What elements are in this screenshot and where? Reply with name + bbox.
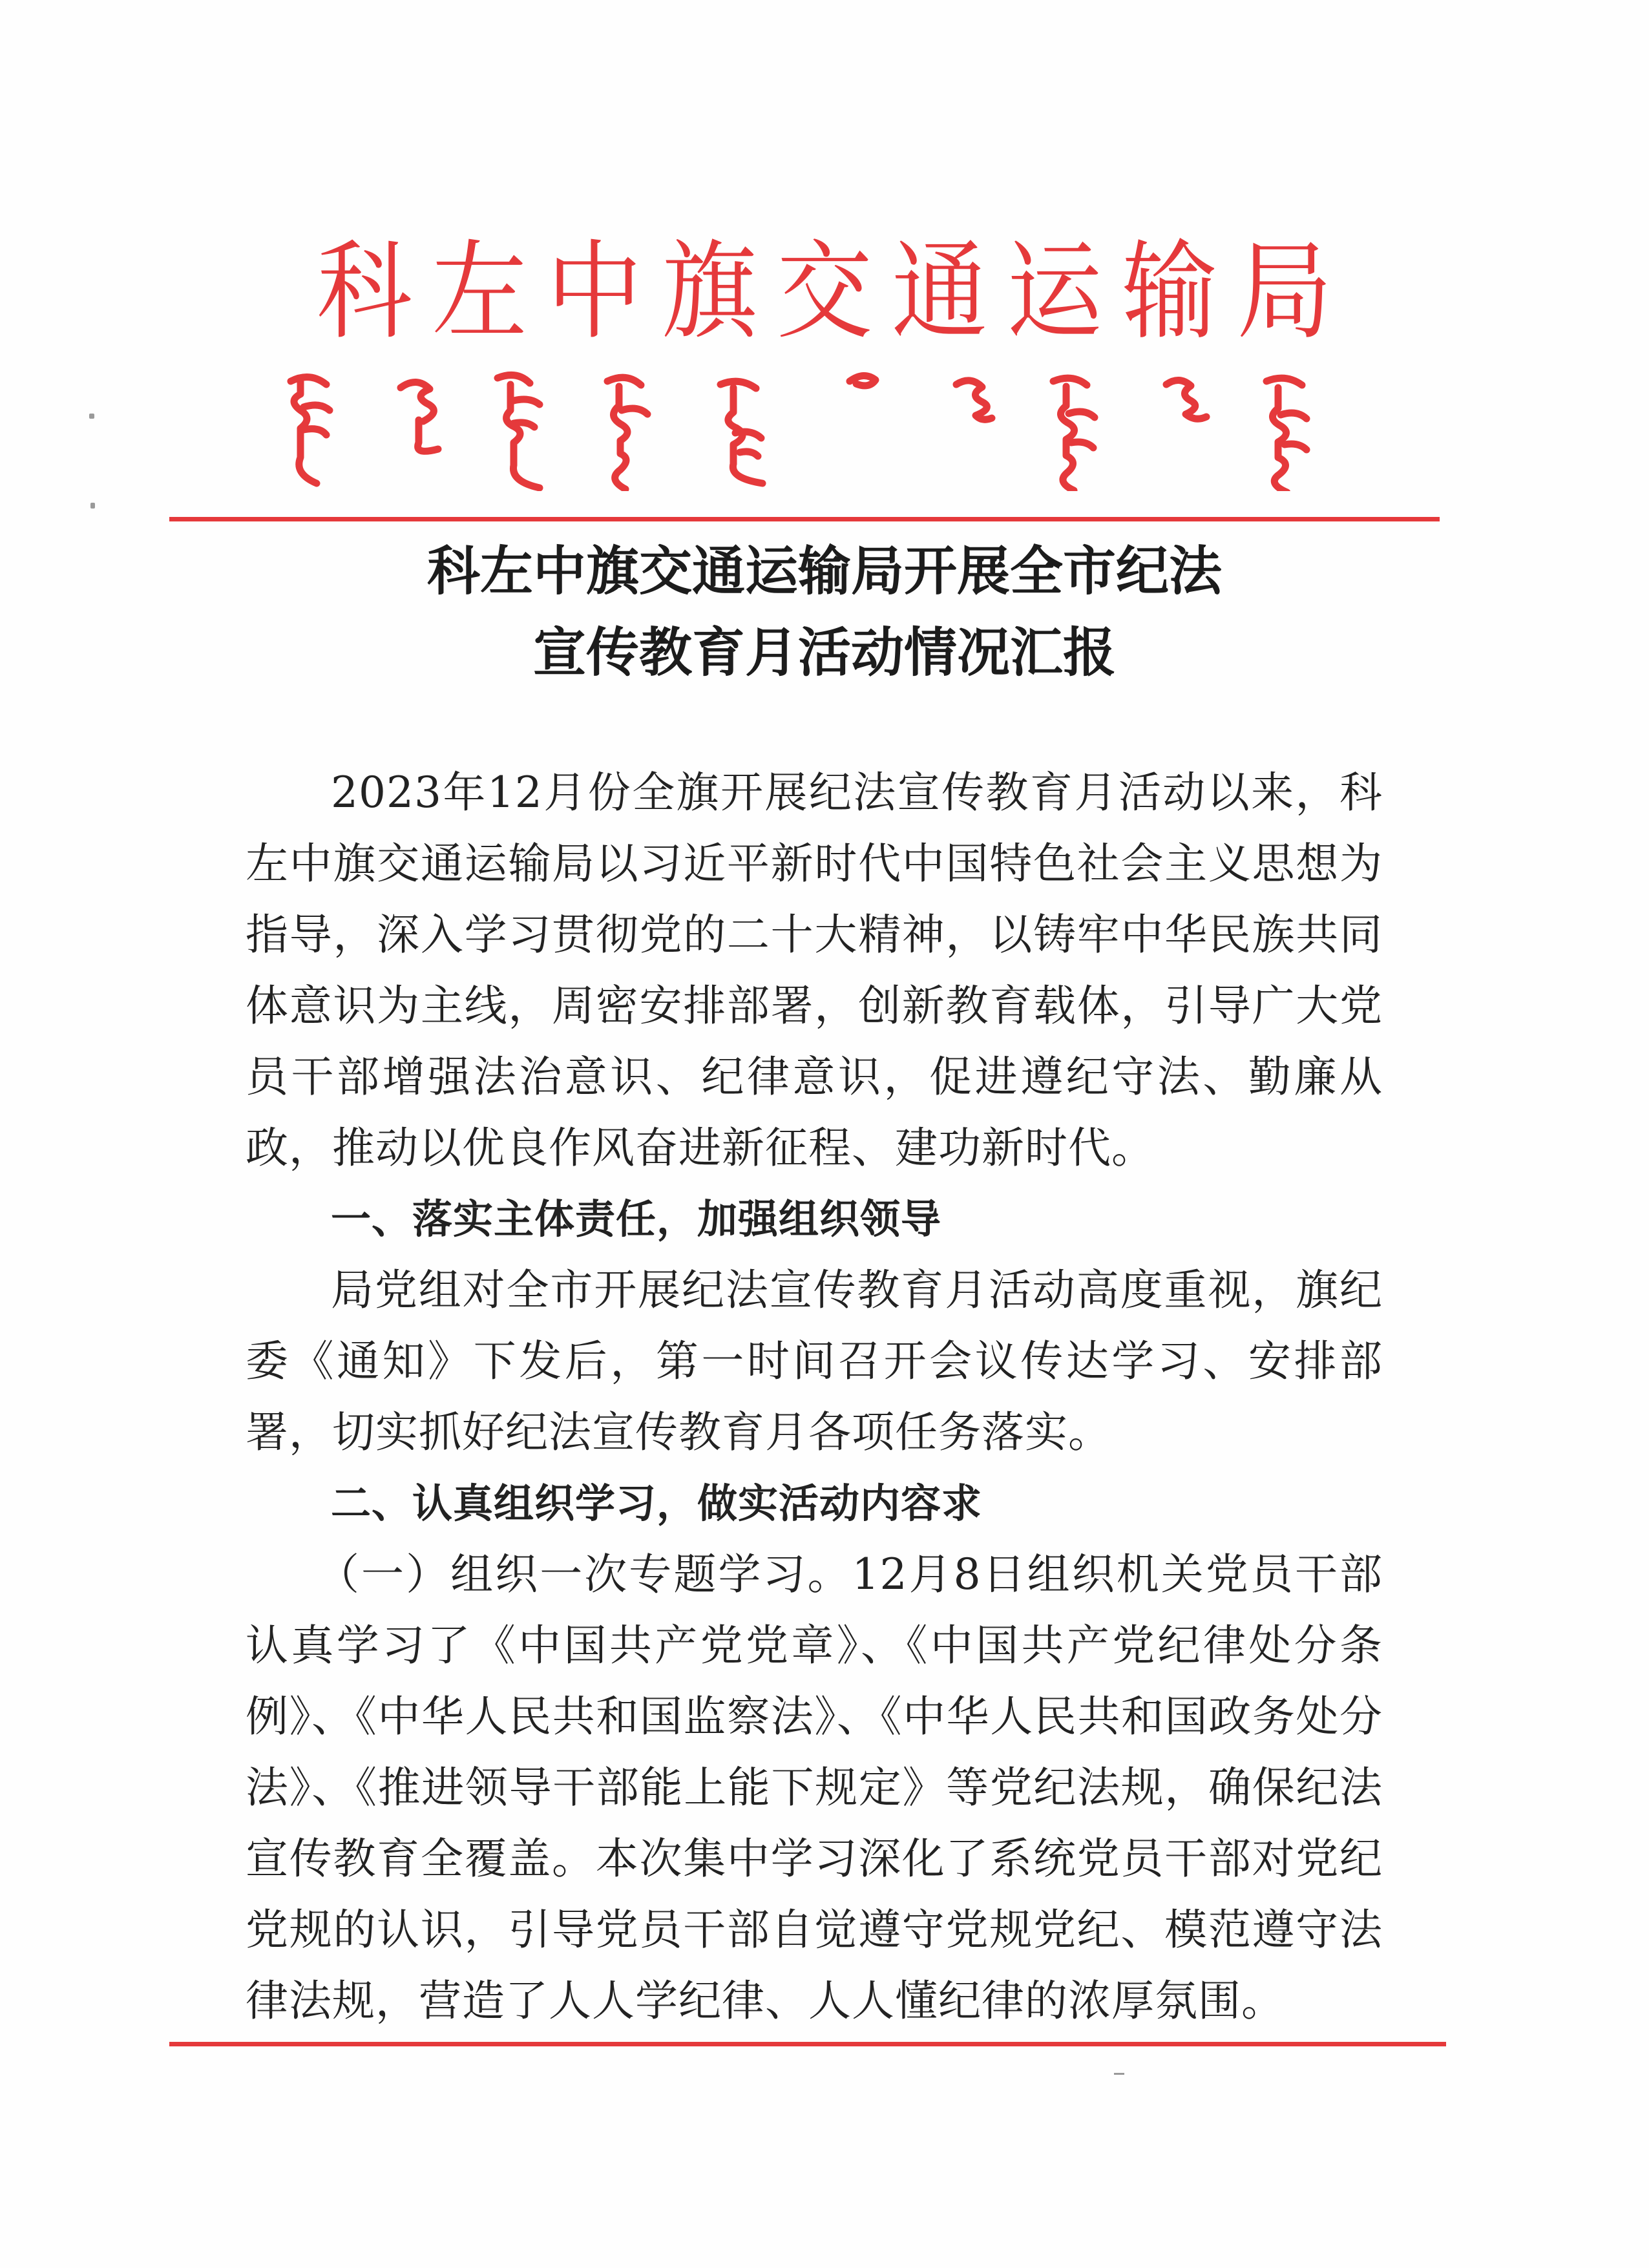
- letterhead-mongolian-script: [265, 362, 1363, 491]
- letterhead-divider: [169, 517, 1440, 521]
- scan-speck: [90, 503, 95, 509]
- intro-paragraph: 2023年12月份全旗开展纪法宣传教育月活动以来，科左中旗交通运输局以习近平新时代中国特色社会主义思想为指导，深入学习贯彻党的二十大精神，以铸牢中华民族共同体意识为主线，周密安排部署，创新教育载体，引导广大党员干部增强法治意识、纪律意识，促进遵纪守法、勤廉从政，推动以优良作风奋进新征程、建功新时代。: [246, 768, 1383, 1173]
- document-body: [246, 757, 1383, 2037]
- section-2-item-1-paragraph: （一）组织一次专题学习。12月8日组织机关党员干部认真学习了《中国共产党党章》、《中国共产党纪律处分条例》、《中华人民共和国监察法》、《中华人民共和国政务处分法》、《推进领导干部能上能下规定》等党纪法规，确保纪法宣传教育全覆盖。本次集中学习深化了系统党员干部对党纪党规的认识，引导党员干部自觉遵守党规党纪、模范遵守法律法规，营造了人人学纪律、人人懂纪律的浓厚氛围。: [246, 1549, 1383, 2026]
- page-mark: [1114, 2073, 1124, 2075]
- section-1-paragraph: 局党组对全市开展纪法宣传教育月活动高度重视，旗纪委《通知》下发后，第一时间召开会议传达学习、安排部署，切实抓好纪法宣传教育月各项任务落实。: [246, 1265, 1383, 1457]
- document-title-line-1: 科左中旗交通运输局开展全市纪法: [426, 541, 1222, 602]
- section-heading-2: 二、认真组织学习，做实活动内容求: [331, 1480, 983, 1527]
- document-title: [0, 531, 1649, 694]
- scan-speck: [89, 414, 94, 419]
- section-heading-1: 一、落实主体责任，加强组织领导: [331, 1195, 942, 1243]
- letterhead-agency-name: 科左中旗交通运输局: [317, 229, 1352, 354]
- footer-divider: [169, 2042, 1446, 2046]
- document-title-line-2: 宣传教育月活动情况汇报: [532, 622, 1116, 684]
